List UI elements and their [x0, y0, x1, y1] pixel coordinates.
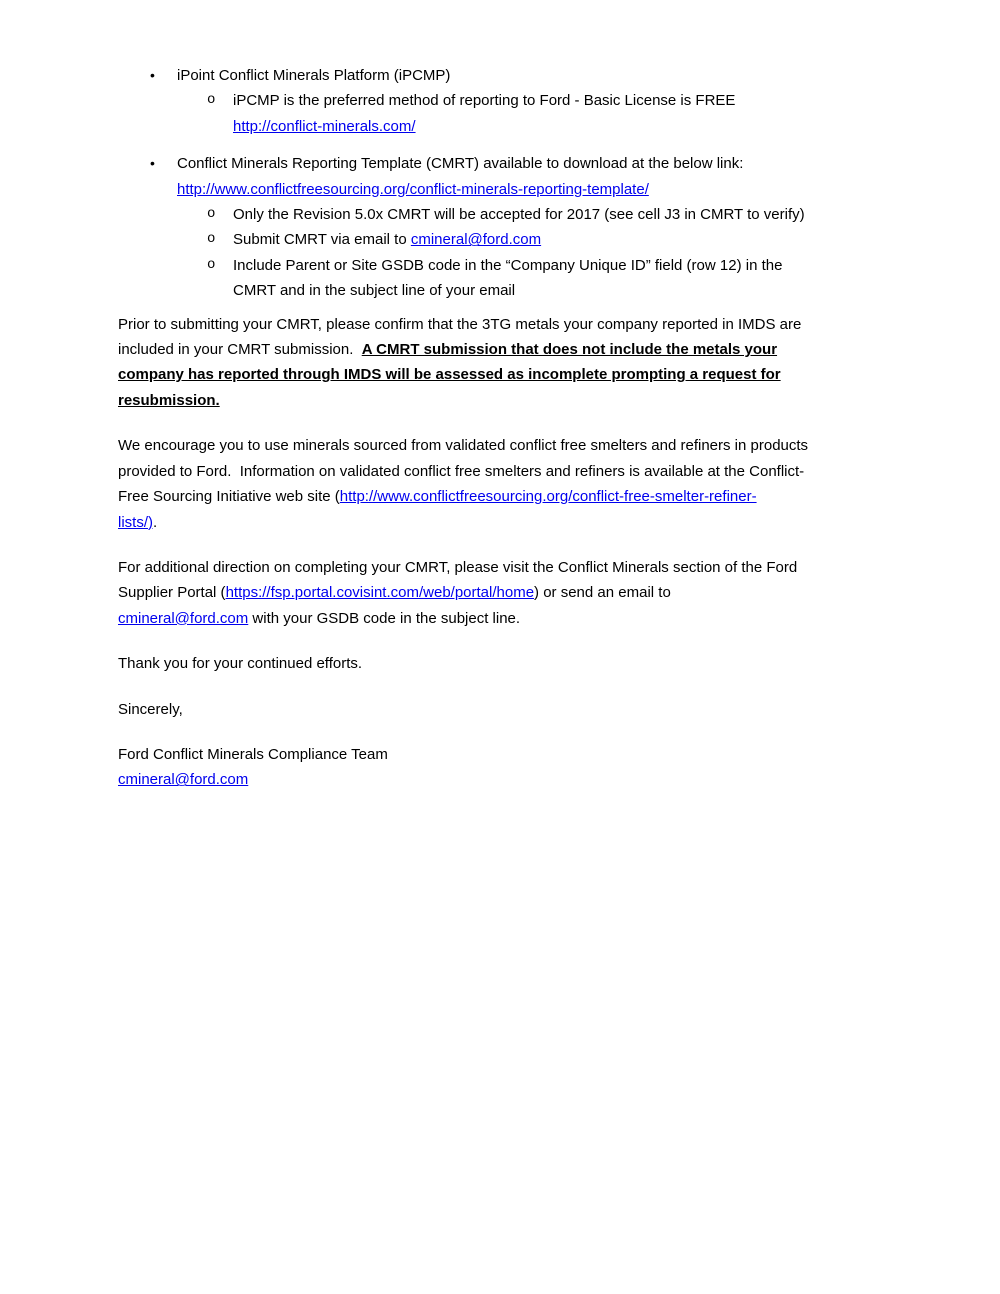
- hyperlink[interactable]: cmineral@ford.com: [118, 609, 249, 627]
- text-content: [118, 651, 890, 676]
- text-content: [118, 697, 890, 722]
- text-run: Prior to submitting your CMRT, please confirm that the 3TG metals your company reported in IMDS are: [118, 315, 802, 333]
- bullet-cmrt-download: [118, 151, 890, 202]
- hyperlink[interactable]: http://www.conflictfreesourcing.org/conflict-minerals-reporting-template/: [177, 180, 649, 198]
- hyperlink[interactable]: cmineral@ford.com: [410, 231, 542, 249]
- text-run: iPoint Conflict Minerals Platform (iPCMP): [177, 67, 451, 84]
- signature-block: [118, 742, 890, 793]
- text-run: with your GSDB code in the subject line.: [248, 609, 521, 627]
- circle-bullet-marker: o: [207, 256, 216, 273]
- text-run: Supplier Portal (: [118, 584, 226, 602]
- document-body: [118, 63, 890, 793]
- para-prior-to-submitting: [118, 312, 890, 414]
- disc-bullet-marker: •: [150, 67, 155, 83]
- text-content: [118, 433, 890, 535]
- text-run: ) or send an email to: [534, 584, 671, 602]
- sub-bullet-submit-via-email: [118, 227, 890, 252]
- hyperlink[interactable]: http://www.conflictfreesourcing.org/conflict-free-smelter-refiner-: [339, 488, 757, 506]
- text-run: We encourage you to use minerals sourced from validated conflict free smelters and refiners in products: [118, 437, 809, 455]
- text-content: [233, 202, 890, 227]
- text-content: [233, 253, 890, 304]
- text-run: Ford Conflict Minerals Compliance Team: [118, 745, 388, 763]
- sub-bullet-ipcmp-preferred-method: [118, 88, 890, 139]
- para-thank-you: [118, 651, 890, 676]
- text-run: Free Sourcing Initiative web site (: [118, 488, 340, 506]
- para-sincerely: [118, 697, 890, 722]
- para-additional-direction: [118, 555, 890, 631]
- disc-bullet-marker: •: [150, 155, 155, 172]
- circle-bullet-marker: o: [207, 206, 216, 223]
- text-content: [233, 88, 890, 139]
- text-content: [118, 742, 890, 793]
- circle-bullet-marker: o: [207, 231, 216, 248]
- text-run: Thank you for your continued efforts.: [118, 655, 363, 673]
- para-encourage-validated-smelters: [118, 433, 890, 535]
- text-run: Only the Revision 5.0x CMRT will be accepted for 2017 (see cell J3 in CMRT to verify): [233, 206, 805, 224]
- circle-bullet-marker: o: [207, 92, 216, 109]
- text-run: Sincerely,: [118, 700, 183, 718]
- emphasis-bold-underline: resubmission.: [118, 391, 220, 409]
- emphasis-bold-underline: A CMRT submission that does not include the metals your: [361, 341, 778, 359]
- hyperlink[interactable]: cmineral@ford.com: [118, 771, 249, 789]
- bullet-ipoint-platform: [118, 63, 890, 88]
- text-content: [177, 151, 890, 202]
- text-run: .: [153, 513, 158, 531]
- text-content: [177, 63, 890, 88]
- emphasis-bold-underline: company has reported through IMDS will be assessed as incomplete prompting a request for: [118, 366, 781, 384]
- sub-bullet-revision-5x: [118, 202, 890, 227]
- text-run: provided to Ford. Information on validated conflict free smelters and refiners is available at the Conflict-: [118, 462, 805, 480]
- text-content: [118, 312, 890, 414]
- text-run: Conflict Minerals Reporting Template (CMRT) available to download at the below link:: [177, 155, 744, 173]
- hyperlink[interactable]: https://fsp.portal.covisint.com/web/portal/home: [225, 584, 535, 602]
- text-run: For additional direction on completing your CMRT, please visit the Conflict Minerals section of the Ford: [118, 558, 798, 576]
- text-run: Include Parent or Site GSDB code in the “Company Unique ID” field (row 12) in the: [233, 256, 783, 274]
- text-content: [118, 555, 890, 631]
- hyperlink[interactable]: http://conflict-minerals.com/: [233, 117, 416, 135]
- text-content: [233, 227, 890, 252]
- text-run: included in your CMRT submission.: [118, 341, 362, 359]
- sub-bullet-gsdb-code: [118, 253, 890, 304]
- text-run: Submit CMRT via email to: [233, 231, 411, 249]
- text-run: CMRT and in the subject line of your email: [233, 282, 516, 300]
- hyperlink[interactable]: lists/): [118, 513, 153, 531]
- text-run: iPCMP is the preferred method of reporting to Ford - Basic License is FREE: [233, 92, 736, 110]
